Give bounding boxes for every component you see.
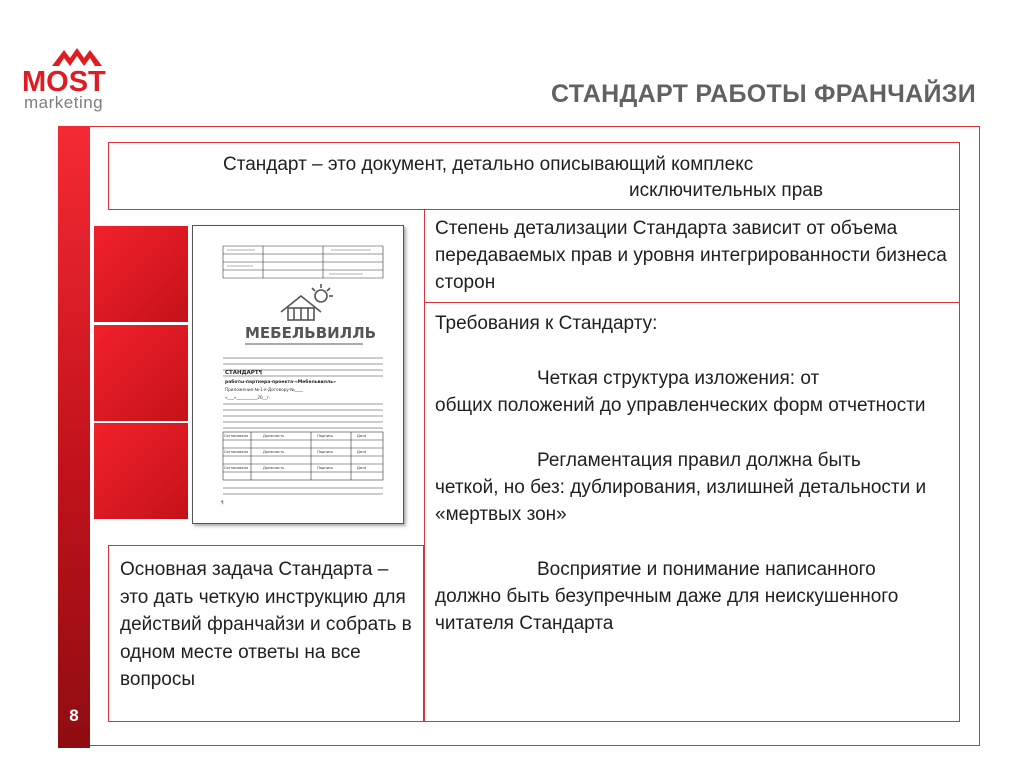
logo-brand-text: MOST xyxy=(22,66,106,98)
doc-standard-subtitle: работы·партнера·проекта·«Мебельвилль» xyxy=(225,380,336,385)
requirement-item xyxy=(435,556,949,637)
definition-line-2: исключительных прав xyxy=(629,180,823,201)
detail-degree-text: Степень детализации Стандарта зависит от объема передаваемых прав и уровня интегрированности бизнеса сторон xyxy=(435,218,947,293)
doc-row-date: Дата xyxy=(357,434,367,438)
requirement-item-rest: общих положений до управленческих форм отчетности xyxy=(435,395,926,416)
red-block-1 xyxy=(94,226,188,322)
requirements-box xyxy=(424,302,960,722)
doc-row-sign: Подпись xyxy=(317,450,334,454)
requirement-item-first-line: Восприятие и понимание написанного xyxy=(537,559,876,580)
logo-subtitle-text: marketing xyxy=(24,93,104,112)
definition-line-1: Стандарт – это документ, детально описывающий комплекс xyxy=(223,154,754,175)
page-number: 8 xyxy=(69,706,79,725)
company-logo xyxy=(22,42,132,112)
svg-text:МЕБЕЛЬВИЛЛЬ: МЕБЕЛЬВИЛЛЬ xyxy=(245,324,377,342)
doc-row-position: Должность xyxy=(263,450,285,454)
doc-date-line: «___»__________20__г. xyxy=(225,395,271,400)
main-task-text: Основная задача Стандарта – это дать четкую инструкцию для действий франчайзи и собрать в одном месте ответы на все вопросы xyxy=(120,559,412,690)
doc-standard-label: СТАНДАРТ¶ xyxy=(225,370,263,376)
doc-row-label: Согласовано xyxy=(224,434,249,438)
left-red-bar xyxy=(58,126,90,748)
red-block-3 xyxy=(94,423,188,519)
document-page-illustration xyxy=(193,226,403,523)
doc-row-position: Должность xyxy=(263,466,285,470)
doc-row-position: Должность xyxy=(263,434,285,438)
doc-row-sign: Подпись xyxy=(317,466,334,470)
document-brand-text xyxy=(245,324,376,342)
requirement-item xyxy=(435,447,949,528)
requirement-item-first-line: Четкая структура изложения: от xyxy=(537,368,820,389)
requirement-item-rest: четкой, но без: дублирования, излишней детальности и «мертвых зон» xyxy=(435,477,927,525)
page-title: СТАНДАРТ РАБОТЫ ФРАНЧАЙЗИ xyxy=(551,80,976,108)
requirements-heading: Требования к Стандарту: xyxy=(435,313,658,334)
detail-degree-box xyxy=(424,209,960,303)
red-block-2 xyxy=(94,325,188,421)
roof-logo-icon xyxy=(52,44,102,68)
svg-text:¶: ¶ xyxy=(221,500,224,505)
doc-row-sign: Подпись xyxy=(317,434,334,438)
doc-row-label: Согласовано xyxy=(224,450,249,454)
requirement-item xyxy=(435,365,949,419)
doc-row-date: Дата xyxy=(357,450,367,454)
requirement-item-first-line: Регламентация правил должна быть xyxy=(537,450,861,471)
doc-appendix-line: Приложение·№·1·к·Договору·№____ xyxy=(225,387,303,392)
main-task-box xyxy=(108,545,424,722)
standard-document-image xyxy=(192,225,404,524)
requirement-item-rest: должно быть безупречным даже для неискушенного читателя Стандарта xyxy=(435,586,899,634)
doc-row-label: Согласовано xyxy=(224,466,249,470)
doc-row-date: Дата xyxy=(357,466,367,470)
definition-box xyxy=(108,142,960,210)
